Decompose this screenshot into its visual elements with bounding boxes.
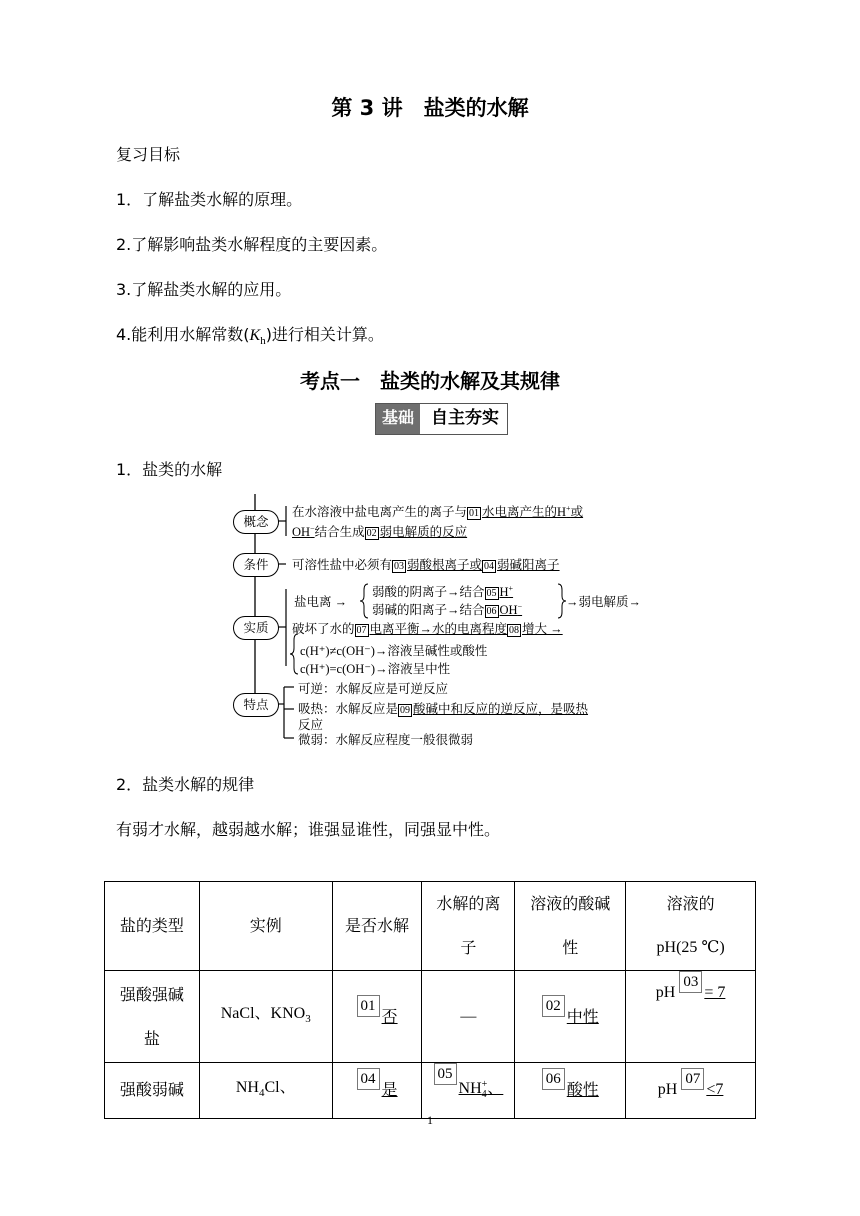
feature-endothermic: 吸热：水解反应是 09 酸碱中和反应的逆反应，是吸热	[298, 702, 589, 716]
cell-ph: pH 07<7	[626, 1063, 756, 1119]
essence-anion-line: 弱酸的阴离子→结合 05 H+	[372, 583, 514, 599]
feature-reversible: 可逆：水解反应是可逆反应	[298, 682, 449, 696]
cell-example: $NH_4Cl$、	[199, 1063, 332, 1119]
header-ph: 溶液的 pH(25 ℃)	[626, 882, 756, 971]
objective-3: 3.了解盐类水解的应用。	[116, 280, 292, 299]
feature-weak: 微弱：水解反应程度一般很微弱	[298, 733, 474, 747]
cell-salt-type: 强酸强碱 盐	[105, 971, 200, 1063]
table-row	[105, 971, 756, 1063]
header-hydrolyzes: 是否水解	[332, 882, 422, 971]
badge-basic: 基础	[376, 404, 420, 434]
header-acidity: 溶液的酸碱 性	[515, 882, 626, 971]
subheading-1: 1．盐类的水解	[116, 460, 223, 479]
essence-case-1: c(H⁺)≠c(OH⁻)→溶液呈碱性或酸性	[300, 644, 488, 658]
objective-4: 4.能利用水解常数$(K_h)$进行相关计算。	[116, 325, 384, 348]
subheading-2: 2．盐类水解的规律	[116, 775, 255, 794]
cell-hydrolyzes: 04是	[332, 1063, 422, 1119]
node-condition: 条件	[233, 553, 279, 577]
cell-hydrolyzes: 01否	[332, 971, 422, 1063]
header-example: 实例	[199, 882, 332, 971]
cell-acidity: 02中性	[515, 971, 626, 1063]
cell-ph: pH 03= 7	[626, 971, 756, 1063]
badge-self-study: 自主夯实	[420, 404, 507, 434]
node-essence: 实质	[233, 616, 279, 640]
section-heading: 考点一 盐类的水解及其规律	[300, 369, 560, 393]
header-hydrolyzed-ion: 水解的离 子	[422, 882, 515, 971]
page-title: 第 3 讲 盐类的水解	[331, 96, 529, 120]
hydrolysis-concept-diagram	[228, 494, 668, 750]
header-salt-type: 盐的类型	[105, 882, 200, 971]
essence-case-2: c(H⁺)=c(OH⁻)→溶液呈中性	[300, 662, 451, 676]
table-header-row	[105, 882, 756, 971]
cell-hydrolyzed-ion: —	[422, 971, 515, 1063]
essence-salt-ionize: 盐电离 →	[294, 595, 348, 609]
node-concept: 概念	[233, 510, 279, 534]
essence-water-line: 破坏了水的 07 电离平衡→水的电离程度 08 增大 →	[292, 622, 563, 636]
section-badge	[375, 403, 508, 435]
review-heading: 复习目标	[116, 145, 181, 164]
objective-1: 1．了解盐类水解的原理。	[116, 190, 303, 209]
condition-line: 可溶性盐中必须有 03 弱酸根离子或 04 弱碱阳离子	[292, 558, 560, 572]
cell-acidity: 06酸性	[515, 1063, 626, 1119]
essence-cation-line: 弱碱的阳离子→结合 06 OH−	[372, 601, 523, 617]
node-features: 特点	[233, 693, 279, 717]
page-number: 1	[427, 1113, 433, 1127]
hydrolysis-rule: 有弱才水解，越弱越水解；谁强显谁性，同强显中性。	[116, 820, 501, 839]
concept-line-1: 在水溶液中盐电离产生的离子与 01 水电离产生的H+或	[292, 503, 584, 519]
cell-example: NaCl、$KNO_3$	[199, 971, 332, 1063]
concept-line-2: OH−结合生成 02 弱电解质的反应	[292, 523, 468, 539]
feature-endothermic-cont: 反应	[298, 718, 324, 732]
objective-2: 2.了解影响盐类水解程度的主要因素。	[116, 235, 388, 254]
cell-hydrolyzed-ion: $05NH_4^+$、	[422, 1063, 515, 1119]
hydrolysis-rules-table	[104, 881, 756, 1119]
essence-weak-electrolyte: →弱电解质→	[566, 595, 642, 609]
cell-salt-type: 强酸弱碱	[105, 1063, 200, 1119]
table-row	[105, 1063, 756, 1119]
